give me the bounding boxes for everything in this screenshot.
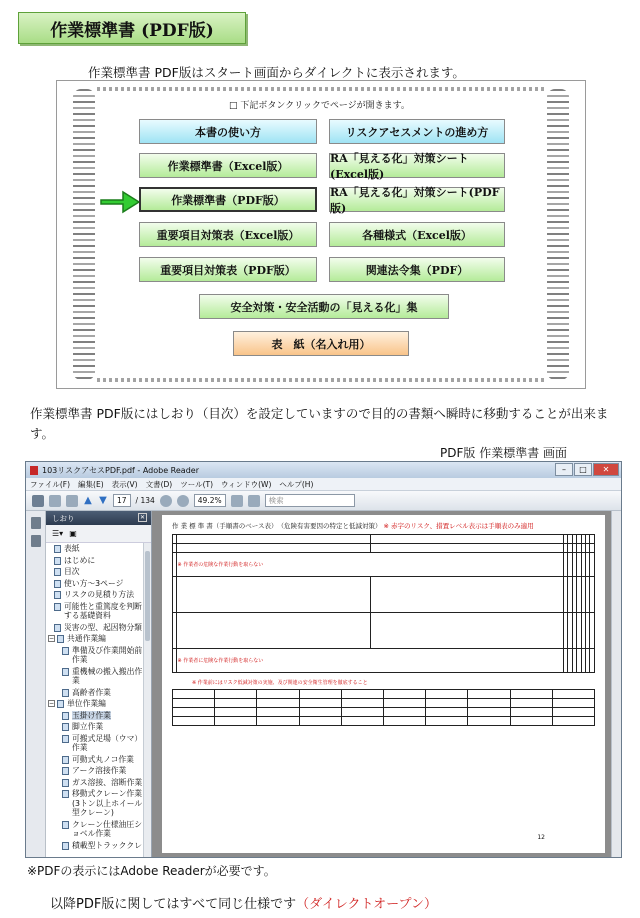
bookmarks-tools: [46, 525, 151, 543]
bookmark-label: 共通作業編: [67, 634, 106, 643]
ornament-border-bottom: [97, 378, 545, 382]
bookmark-list: [46, 543, 143, 857]
laws-pdf-button[interactable]: 関連法令集（PDF）: [329, 257, 505, 282]
bookmark-item[interactable]: [46, 754, 143, 766]
bookmark-label: 単位作業編: [67, 699, 106, 708]
intro-caption: 作業標準書 PDF版はスタート画面からダイレクトに表示されます。: [88, 65, 465, 80]
menu-tools[interactable]: ツール(T): [180, 479, 214, 489]
bookmark-item[interactable]: [46, 733, 143, 754]
screen-label: PDF版 作業標準書 画面: [440, 446, 568, 460]
bookmark-item[interactable]: [46, 578, 143, 590]
bookmark-item[interactable]: [46, 566, 143, 578]
close-panel-icon[interactable]: ✕: [139, 514, 146, 521]
bookmark-label: クレーン仕様油圧ショベル作業: [72, 819, 143, 838]
bookmark-icon: [54, 545, 61, 553]
section-note: ※ 作業前にはリスク低減対策の実施、及び関連の安全衛生管理を徹底すること: [192, 680, 368, 686]
bookmark-label: 災害の型、起因物分類: [64, 622, 142, 632]
ra-sheet-excel-button[interactable]: RA「見える化」対策シート(Excel版): [329, 153, 505, 178]
bookmark-item[interactable]: [46, 589, 143, 601]
bookmark-icon: [57, 700, 64, 708]
forms-excel-button[interactable]: 各種様式（Excel版）: [329, 222, 505, 247]
document-table: [172, 534, 595, 673]
previous-page-icon[interactable]: ▲: [84, 495, 92, 506]
bookmark-icon: [54, 580, 61, 588]
red-note-2: ※ 作業者に危険な作業行動を取らない: [177, 658, 264, 664]
bookmark-item[interactable]: [46, 601, 143, 622]
menu-document[interactable]: 文書(D): [145, 479, 173, 489]
menu-window[interactable]: ウィンドウ(W): [221, 479, 272, 489]
menu-help[interactable]: ヘルプ(H): [279, 479, 314, 489]
bookmarks-scrollbar[interactable]: [143, 543, 151, 857]
bookmark-label: 使い方～3ページ: [64, 578, 124, 588]
bookmark-item[interactable]: [46, 543, 143, 555]
bookmark-item[interactable]: [46, 687, 143, 699]
document-scrollbar[interactable]: [611, 511, 621, 857]
work-standard-excel-button[interactable]: 作業標準書（Excel版）: [139, 153, 317, 178]
document-table-2: [172, 689, 595, 726]
bookmark-label: 可搬式足場（ウマ）作業: [72, 733, 143, 752]
maximize-icon[interactable]: □: [574, 463, 592, 476]
bookmark-item[interactable]: [46, 840, 143, 852]
minimize-icon[interactable]: –: [555, 463, 573, 476]
toolbar: [26, 491, 621, 511]
start-menu-screenshot: [56, 80, 586, 389]
document-header: 作 業 標 準 書（手順書のベース表） （危険有害要因の特定と低減対策）: [172, 522, 382, 530]
bookmark-label: 可能性と重篤度を判断する基礎資料: [64, 601, 142, 620]
bookmark-label: リスクの見積り方法: [64, 590, 135, 599]
bookmark-label: はじめに: [64, 555, 96, 565]
bookmark-label: 重機械の搬入搬出作業: [72, 666, 143, 685]
bookmark-label: アーク溶接作業: [72, 766, 127, 775]
key-items-excel-button[interactable]: 重要項目対策表（Excel版）: [139, 222, 317, 247]
menu-edit[interactable]: 編集(E): [78, 479, 104, 489]
footer-text: 以降PDF版に関してはすべて同じ仕様です: [50, 897, 297, 912]
page-number-input[interactable]: 17: [113, 494, 131, 507]
bookmark-item[interactable]: [46, 788, 143, 819]
share-icon[interactable]: [49, 495, 61, 507]
bookmark-group[interactable]: [46, 633, 143, 645]
next-page-icon[interactable]: ▼: [99, 495, 107, 506]
footer-highlight: （ダイレクトオープン）: [296, 897, 437, 912]
window-controls: [555, 463, 619, 476]
bookmark-item[interactable]: [46, 721, 143, 733]
menu-file[interactable]: ファイル(F): [30, 479, 71, 489]
adobe-reader-window: [25, 461, 622, 858]
ornament-border-right: [547, 89, 569, 380]
bookmark-icon: [62, 668, 69, 676]
document-header-note: ※ 赤字のリスク、措置レベル表示は手順表のみ適用: [383, 522, 534, 530]
bookmark-add-icon[interactable]: ▣: [69, 529, 77, 538]
green-arrow-icon: [99, 189, 141, 215]
page-total: / 134: [135, 496, 155, 505]
bookmarks-header: [46, 511, 151, 525]
zoom-select[interactable]: 49.2%: [194, 494, 226, 507]
bookmark-icon: [62, 779, 69, 787]
fit-width-icon[interactable]: [248, 495, 260, 507]
reader-note: ※PDFの表示にはAdobe Readerが必要です。: [27, 864, 276, 878]
zoom-in-icon[interactable]: [177, 495, 189, 507]
pages-icon[interactable]: [31, 517, 41, 529]
bookmarks-title: しおり: [52, 513, 75, 523]
bookmarks-icon[interactable]: [31, 535, 41, 547]
search-input[interactable]: 検索: [265, 494, 355, 507]
bookmark-label: 玉掛け作業: [72, 710, 111, 720]
bookmark-icon: [62, 647, 69, 655]
bookmark-icon: [62, 756, 69, 764]
bookmark-label: 脚立作業: [72, 722, 104, 731]
collapse-icon[interactable]: −: [48, 634, 55, 642]
cover-button[interactable]: 表 紙（名入れ用）: [233, 331, 409, 356]
sync-icon[interactable]: [66, 495, 78, 507]
bookmark-label: 積載型トラッククレ: [72, 840, 143, 850]
bookmark-item[interactable]: [46, 555, 143, 567]
bookmark-icon: [62, 842, 69, 850]
bookmark-icon: [62, 735, 69, 743]
bookmark-icon: [62, 767, 69, 775]
ornament-border-left: [73, 89, 95, 380]
risk-assessment-button[interactable]: リスクアセスメントの進め方: [329, 119, 505, 144]
bookmark-caption: 作業標準書 PDF版にはしおり（目次）を設定していますので目的の書類へ瞬時に移動することが出来ます。: [30, 406, 609, 441]
bookmark-icon: [62, 723, 69, 731]
bookmark-icon: [54, 624, 61, 632]
bookmark-label: ガス溶接、溶断作業: [72, 777, 143, 787]
bookmark-icon: [62, 689, 69, 697]
bookmark-item[interactable]: [46, 777, 143, 789]
bookmark-icon: [54, 557, 61, 565]
bookmark-icon: [54, 568, 61, 576]
print-icon[interactable]: [32, 495, 44, 507]
options-icon[interactable]: ☰▾: [52, 529, 64, 538]
ra-sheet-pdf-button[interactable]: RA「見える化」対策シート(PDF版): [329, 187, 505, 212]
bookmark-label: 移動式クレーン作業(3トン以上ホイール型クレーン): [72, 789, 143, 817]
bookmark-label: 表紙: [64, 544, 80, 553]
window-titlebar: [26, 462, 621, 478]
page-title: 作業標準書 (PDF版): [18, 12, 246, 44]
pdf-file-icon: [30, 466, 38, 475]
page-number: 12: [537, 834, 545, 841]
menu-hint: □ 下記ボタンクリックでページが開きます。: [229, 101, 410, 111]
bookmark-icon: [54, 603, 61, 611]
bookmark-label: 目次: [64, 567, 80, 576]
menubar: [26, 478, 621, 491]
bookmark-item[interactable]: [46, 645, 143, 666]
key-items-pdf-button[interactable]: 重要項目対策表（PDF版）: [139, 257, 317, 282]
bookmark-icon: [62, 790, 69, 798]
bookmark-item[interactable]: [46, 710, 143, 722]
footer-caption: [50, 893, 437, 912]
bookmark-icon: [62, 821, 69, 829]
bookmark-item[interactable]: [46, 765, 143, 777]
bookmark-item[interactable]: [46, 666, 143, 687]
zoom-out-icon[interactable]: [160, 495, 172, 507]
safety-visualization-button[interactable]: 安全対策・安全活動の「見える化」集: [199, 294, 449, 319]
bookmark-item[interactable]: [46, 622, 143, 634]
red-note-1: ※ 作業者の危険な作業行動を取らない: [177, 562, 264, 568]
bookmark-item[interactable]: [46, 819, 143, 840]
bookmark-label: 可動式丸ノコ作業: [72, 754, 134, 764]
bookmark-label: 高齢者作業: [72, 687, 111, 697]
work-standard-pdf-button[interactable]: 作業標準書（PDF版）: [139, 187, 317, 212]
collapse-icon[interactable]: −: [48, 699, 55, 707]
close-icon[interactable]: ✕: [593, 463, 619, 476]
bookmark-icon: [57, 635, 64, 643]
document-page: [162, 515, 605, 853]
fit-page-icon[interactable]: [231, 495, 243, 507]
bookmark-group[interactable]: [46, 698, 143, 710]
window-title: 103リスクアセスPDF.pdf - Adobe Reader: [42, 465, 199, 475]
bookmark-label: 準備及び作業開始前作業: [72, 645, 143, 664]
bookmark-icon: [62, 712, 69, 720]
bookmarks-panel: [46, 511, 152, 857]
bookmark-icon: [54, 591, 61, 599]
ornament-border-top: [97, 87, 545, 91]
manual-button[interactable]: 本書の使い方: [139, 119, 317, 144]
navigation-strip: [26, 511, 46, 857]
menu-view[interactable]: 表示(V): [111, 479, 138, 489]
document-area: [152, 511, 611, 857]
